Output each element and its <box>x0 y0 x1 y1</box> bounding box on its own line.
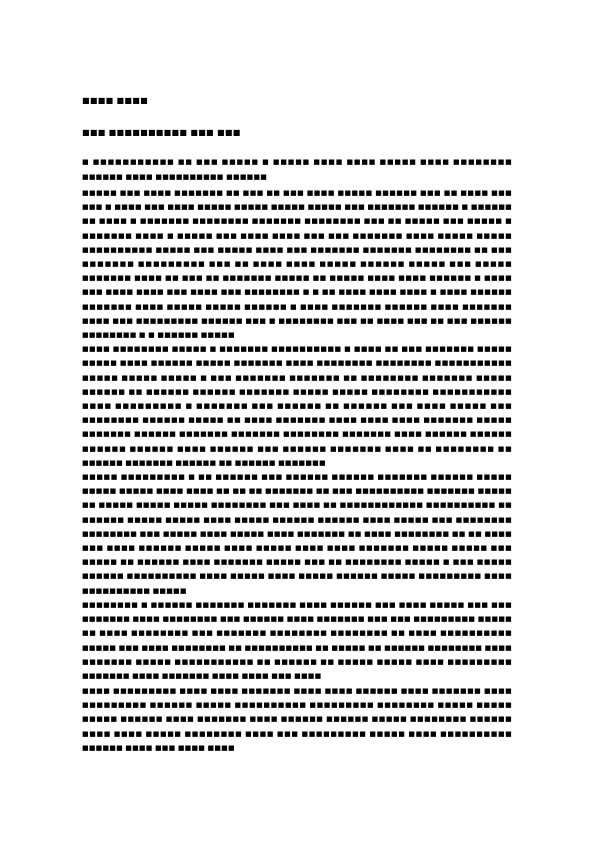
paragraph-3: ■■■■■ ■■■■■■■■■ ■ ■■ ■■■■■■ ■■■ ■■■■■■ ■■■■■■ ■■■■■■■ ■■■■■■ ■■■■■ ■■■■■ ■■■■■ ■■■■ ■■■■ ■■ ■■ ■■ ■■■■■■■ ■■ ■■■ ■■■■■■■■■■ ■■■■■■■ ■■■■■ ■■ ■■■■■ ■■■■■ ■■■■■ ■■■■■■■■ ■■■ ■■■■ ■■ ■■■■■■■■■■■■ ■■■■■■■■■■ ■■ ■■■■■■ ■■■■■ ■■■■■ ■■■■ ■■■■■ ■■■■■■ ■■■■■■ ■■■■ ■■■■■ ■■■ ■■■■■■■■ ■■■■■■■■ ■■■ ■■■■■ ■■■■ ■■■■■ ■■■■ ■■■■■■■ ■■ ■■■■ ■■■■■■■■ ■■ ■■ ■■■■ ■■■ ■■■■ ■■■■■■ ■■■■■ ■■■■ ■■■■■ ■■■■ ■■■■ ■■■■■■■ ■■■■■ ■■■■■ ■■■ ■■■■■ ■■ ■■■■■■ ■■■■ ■■■■■■■ ■■■■■ ■■■ ■■ ■■■■■■■■ ■■■■■ ■ ■■■ ■■■■■ ■■■■■■ ■■■■■■■■■■ ■■■■ ■■■■■ ■■■■ ■■■■■ ■■■■■■ ■■■■■ ■■■■■■■■■ ■■■■ ■■■■■■■■■■ ■■■■■ <box>82 473 512 595</box>
intro-text: ■ ■■■■■■■■■■■ ■■ ■■■ ■■■■■ ■ ■■■■■ ■■■■ ■■■■ ■■■■■ ■■■■ ■■■■■■■■ ■■■■■■ ■■■■ ■■■■■■■■■■ ■■■■■■ <box>82 158 512 181</box>
paragraph-2: ■■■■ ■■■■■■■■ ■■■■■ ■ ■■■■■■■ ■■■■■■■■■■ ■ ■■■■ ■■ ■■■ ■■■■■■■ ■■■■■ ■■■■■ ■■■■ ■■■■■■ ■■■■■ ■■■■■■■ ■■■■ ■■■■■■■■ ■■■■■■■■ ■■■■■■■■■■■ ■■■■■ ■■■■■ ■■■■■ ■ ■■■ ■■■■■■■ ■■■■■■■ ■■ ■■■■■■■■ ■■■■■■■ ■■■■■ ■■■■■■ ■■ ■■■■■■ ■■■■■■ ■■■■■■■ ■■■■■ ■■■■■ ■■■■■■■■ ■■■■■■■■■■■ ■■■■ ■■■■■■■■■ ■ ■■■■■■■ ■■■ ■■■■■■ ■■ ■■■■■■ ■■■ ■■■■ ■■■■■ ■■■ ■■■■■■■■ ■■■■■■ ■■■■■ ■■ ■■■■ ■■■■■■■ ■■■■ ■■■■ ■■■■ ■■■■■■■ ■■■■■ ■■■■■■■ ■■■■■■ ■■■■■■■ ■■■■■■■ ■■■■■■■■ ■■■■■■■ ■■■■ ■■■■■■ ■■■■■■ ■■■■■■ ■■■■■■ ■■■■ ■■■■■■ ■■■ ■■■■■■ ■■■■■■■ ■■■■ ■■ ■■■■■■■■ ■■ ■■■■■■ ■■■■■■■ ■■■■■■ ■■ ■■■■■■ ■■■■■■■ <box>82 345 512 467</box>
document-title: ■■■■ ■■■■ <box>82 96 148 105</box>
body-text <box>82 186 512 683</box>
closing-text: ■■■■ ■■■■■■■■■ ■■■■ ■■■■ ■■■■■■■ ■■■■ ■■■■ ■■■■■■ ■■■■ ■■■■■■■ ■■■■ ■■■■■■■■■ ■■■■■■ ■■■■■ ■■■■■■■■■■ ■■■■■■■■■ ■■■■■■■■ ■■■■■ ■■■■■ ■■■■■ ■■■■■■ ■■■■ ■■■■■■■ ■■■■ ■■■■■■ ■■■■■■ ■■■■■ ■■■■■■■■ ■■■■■■ ■■■■ ■■■■ ■■■■■ ■■■■■■■■ ■■■■ ■■■ ■■■■■■■■■ ■■■■■ ■■■■ ■■■■■■■■■■ ■■■■■■ ■■■■ ■■■ ■■■■ ■■■■ <box>82 687 512 752</box>
paragraph-1: ■■■■■ ■■■ ■■■■ ■■■■■■■ ■■ ■■■ ■■ ■■■ ■■■■ ■■■■■ ■■■■■■ ■■■ ■■ ■■■■ ■■■ ■■■ ■ ■■■■ ■■■ ■■■■ ■■■■■ ■■■■■ ■■■■■ ■■■■■ ■■■ ■■■■■■■ ■■■■■■ ■ ■■■■■■ ■■ ■■■■ ■ ■■■■■■■ ■■■■■■■■ ■■■■■■■ ■■■■■■■■ ■■■ ■■ ■■■■■ ■■■ ■■■■■ ■ ■■■■■■■ ■■■■ ■ ■■■■■ ■■■ ■■■■ ■■■■ ■■■ ■■■ ■■■■■■■ ■■■■ ■■■■■ ■■■■■ ■■■■■■■■■■ ■■■■■ ■■■ ■■■■■ ■■■■ ■■■ ■■■■■■■ ■■■■■■■ ■■■■■■■■ ■■ ■■■ ■■■■■■■ ■■■■■■■■■ ■■■ ■■ ■■■■ ■■■■ ■■■■■ ■■■■■■ ■■■■■ ■■■ ■■■■■ ■■■■■■■ ■■■■ ■■ ■■■ ■■ ■■■■■■■ ■■■■■ ■■ ■■■■■ ■■■■ ■■■■ ■■■■■■ ■ ■■■■ ■■■ ■■■■ ■■■■ ■■■ ■■■■ ■■■ ■■■■■■■■ ■ ■ ■■ ■■■■ ■■■■ ■■■■ ■ ■■■■ ■■■■■■ ■■■■■■■ ■■■■ ■■■■■ ■■■■■ ■■■■■■ ■ ■■■■ ■■■■■■■ ■■■■■■ ■■■■ ■■■■■■■ ■■■■ ■■■ ■■■■■■■■■ ■■■■■■ ■■■ ■ ■■■■■■■■ ■■■ ■■ ■■■■ ■■■ ■■ ■■■ ■■■■■■ ■■■■■■■■ ■ ■ ■■■■■■ ■■■■■ <box>82 189 512 340</box>
document-subtitle: ■■■ ■■■■■■■■■■ ■■■ ■■■ <box>82 128 241 137</box>
intro-paragraph <box>82 155 512 185</box>
closing-paragraph <box>82 684 512 755</box>
paragraph-4: ■■■■■■■■ ■ ■■■■■■ ■■■■■■■ ■■■■■■■ ■■■■ ■■■■■■ ■■■ ■■■■ ■■■■■ ■■■ ■■■ ■■■■■■■ ■■■■ ■■■■■■■■ ■■■ ■■■■■■ ■■■■ ■■■■■■■ ■■■ ■■■ ■■■■■■■■■ ■■■■■ ■■ ■■■■ ■■■■■■■■ ■■■ ■■■■■■■ ■■■■■■■■ ■■■■■■■■ ■■ ■■■■ ■■■■■■■■■■ ■■■■■ ■■■ ■■■■ ■■■■■■■■ ■■ ■■■■■■■■■■ ■■ ■■■■■ ■■ ■■■■■■ ■■■■■■■■ ■■■■ ■■■■■■■ ■■■■■ ■■■■■■■■■■■ ■■ ■■■■■■ ■■ ■■■■■ ■■■■■ ■■■■ ■■■■■■■■■ ■■■■■■■ ■■■■ ■■■■■■■ ■■■■ ■■■■ ■■■ ■■■■ <box>82 600 512 680</box>
